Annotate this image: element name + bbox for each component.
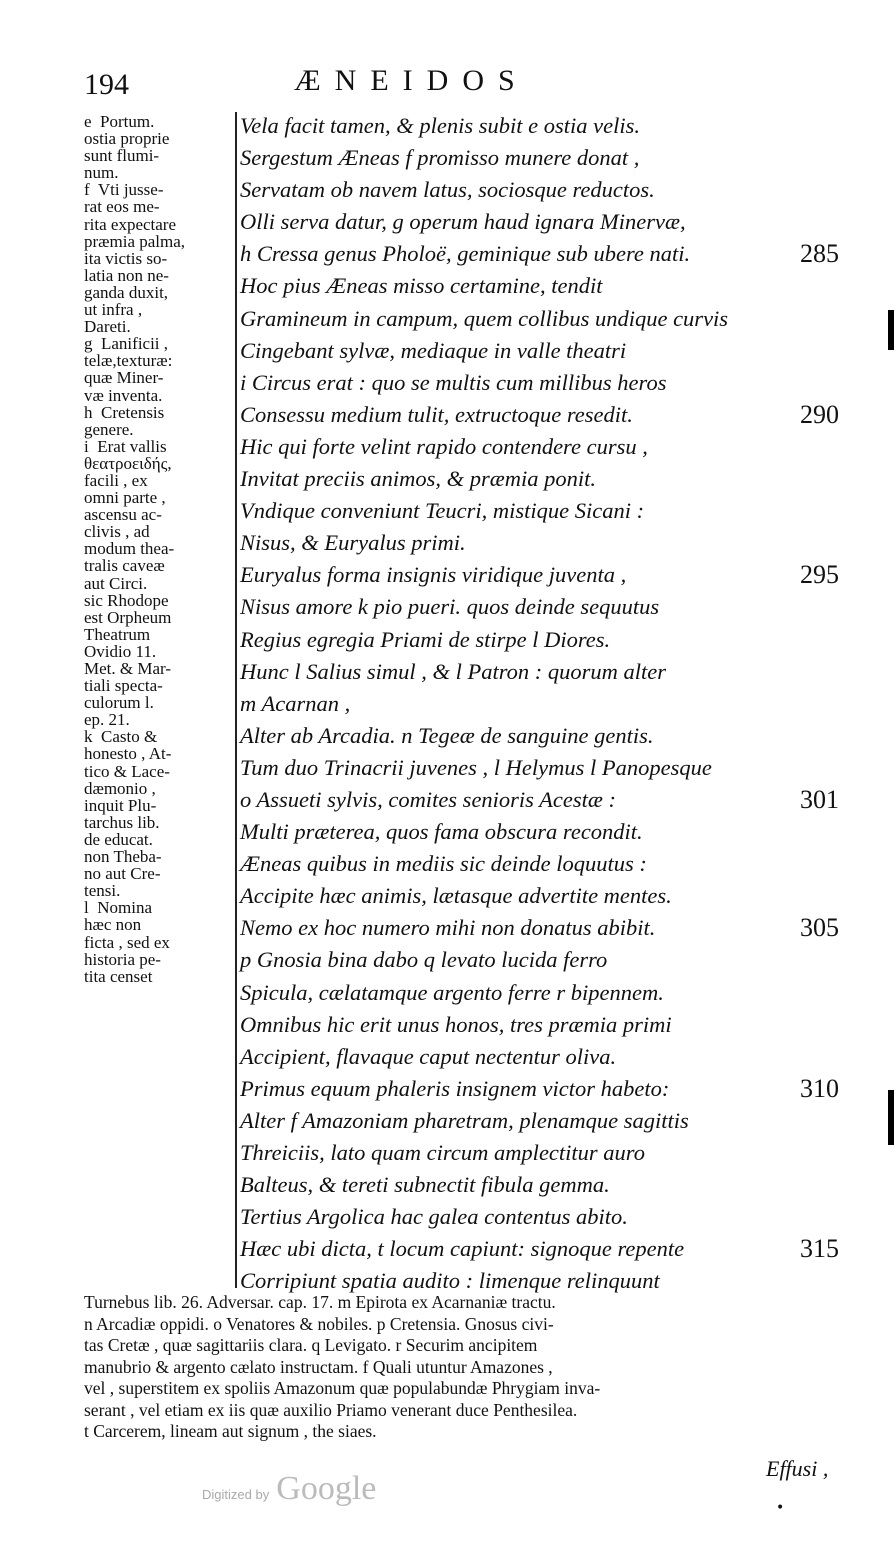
- marginal-note-line: non Theba-: [84, 847, 162, 867]
- line-number: 305: [800, 913, 839, 943]
- verse-text: Nisus amore k pio pueri. quos deinde sequutus: [240, 594, 660, 620]
- scan-edge-mark: [888, 310, 894, 350]
- signature-mark: •: [776, 1500, 785, 1516]
- verse-text: Regius egregia Priami de stirpe l Diores.: [240, 626, 611, 652]
- verse-line: [240, 335, 860, 367]
- marginal-note-line: hæc non: [84, 915, 142, 935]
- verse-line: [240, 752, 860, 784]
- verse-text: Euryalus forma insignis viridique juventa ,: [240, 562, 627, 588]
- marginal-note-line: g Lanificii ,: [84, 334, 169, 354]
- marginal-note-line: e Portum.: [84, 112, 155, 131]
- verse-line: [240, 591, 860, 623]
- verse-text: i Circus erat : quo se multis cum millibus heros: [240, 369, 667, 395]
- verse-line: [240, 816, 860, 848]
- verse-text: h Cressa genus Pholoë, geminique sub ubere nati.: [240, 241, 691, 267]
- verse-text: m Acarnan ,: [240, 690, 351, 716]
- footnotes: [84, 1292, 854, 1443]
- marginal-note-line: de educat.: [84, 829, 153, 849]
- marginal-note-line: telæ,texturæ:: [84, 351, 173, 371]
- verse-line: [240, 142, 860, 174]
- verse-text: Consessu medium tulit, extructoque resedit.: [240, 401, 633, 427]
- marginal-note-line: aut Circi.: [84, 573, 148, 593]
- verse-line: [240, 1169, 860, 1201]
- marginal-note-line: sunt flumi-: [84, 146, 160, 166]
- marginal-note-line: rita expectare: [84, 214, 177, 234]
- verse-line: [240, 848, 860, 880]
- marginal-note-line: ascensu ac-: [84, 505, 162, 525]
- verse-text: Æneas quibus in mediis sic deinde loquutus :: [240, 851, 647, 877]
- marginal-note-line: ut infra ,: [84, 300, 143, 320]
- digitized-watermark: [202, 1470, 376, 1508]
- marginal-note-line: ita victis so-: [84, 248, 168, 268]
- verse-text: Omnibus hic erit unus honos, tres præmia primi: [240, 1011, 672, 1037]
- verse-line: [240, 1233, 860, 1265]
- marginal-note-line: modum thea-: [84, 539, 175, 559]
- footnote-line: vel , superstitem ex spoliis Amazonum quæ populabundæ Phrygiam inva-: [84, 1378, 601, 1398]
- verse-line: [240, 656, 860, 688]
- marginal-note-line: k Casto &: [84, 727, 158, 747]
- verse-line: [240, 431, 860, 463]
- verse-text: Sergestum Æneas f promisso munere donat ,: [240, 145, 640, 171]
- catchword: Effusi ,: [766, 1456, 829, 1481]
- marginal-note-line: quæ Miner-: [84, 368, 164, 388]
- verse-text: Vela facit tamen, & plenis subit e ostia velis.: [240, 113, 640, 138]
- marginal-note-line: ganda duxit,: [84, 282, 169, 302]
- marginal-note-line: tita censet: [84, 966, 153, 986]
- scan-edge-mark: [888, 1090, 894, 1145]
- marginal-note-line: l Nomina: [84, 898, 152, 918]
- verse-line: [240, 784, 860, 816]
- marginal-notes: [84, 113, 234, 985]
- verse-line: [240, 174, 860, 206]
- verse-text: Alter ab Arcadia. n Tegeæ de sanguine gentis.: [240, 722, 654, 748]
- marginal-note-line: præmia palma,: [84, 231, 186, 251]
- marginal-note-line: i Erat vallis: [84, 436, 167, 456]
- verse-text: Balteus, & tereti subnectit fibula gemma.: [240, 1172, 610, 1198]
- verse-line: [240, 270, 860, 302]
- footnote-line: tas Cretæ , quæ sagittariis clara. q Levigato. r Securim ancipitem: [84, 1335, 538, 1355]
- verse-line: [240, 912, 860, 944]
- verse-text: Hæc ubi dicta, t locum capiunt: signoque repente: [240, 1236, 685, 1262]
- marginal-note-line: θεατροειδής,: [84, 453, 172, 473]
- verse-text: Hunc l Salius simul , & l Patron : quorum alter: [240, 658, 667, 684]
- marginal-note-line: culorum l.: [84, 693, 154, 713]
- marginal-note-line: tralis caveæ: [84, 556, 165, 576]
- verse-line: [240, 399, 860, 431]
- page-header: [84, 64, 664, 110]
- verse-line: [240, 1009, 860, 1041]
- watermark-prefix: Digitized by: [202, 1487, 270, 1502]
- marginal-note-line: f Vti jusse-: [84, 180, 164, 200]
- verse-text: Hic qui forte velint rapido contendere cursu ,: [240, 433, 648, 459]
- marginal-note-line: ficta , sed ex: [84, 932, 170, 952]
- verse-text: Cingebant sylvæ, mediaque in valle theatri: [240, 337, 627, 363]
- google-logo: Google: [276, 1470, 377, 1507]
- verse-line: [240, 688, 860, 720]
- verse-text: Alter f Amazoniam pharetram, plenamque sagittis: [240, 1107, 689, 1133]
- column-rule: [235, 112, 237, 1288]
- verse-text: Olli serva datur, g operum haud ignara Minervæ,: [240, 209, 686, 235]
- marginal-note-line: num.: [84, 163, 119, 183]
- marginal-note-line: facili , ex: [84, 470, 148, 490]
- verse-line: [240, 238, 860, 270]
- line-number: 315: [800, 1234, 839, 1264]
- verse-line: [240, 1041, 860, 1073]
- line-number: 295: [800, 560, 839, 590]
- marginal-note-line: ep. 21.: [84, 710, 130, 730]
- verse-text: Multi præterea, quos fama obscura recondit.: [240, 819, 643, 845]
- marginal-note-line: omni parte ,: [84, 488, 166, 508]
- marginal-note-line: honesto , At-: [84, 744, 172, 764]
- marginal-note-line: dæmonio ,: [84, 778, 156, 798]
- verse-line: [240, 944, 860, 976]
- running-title: ÆNEIDOS: [294, 64, 529, 97]
- verse-text: Threiciis, lato quam circum amplectitur auro: [240, 1140, 645, 1165]
- marginal-note-line: væ inventa.: [84, 385, 163, 405]
- verse-line: [240, 720, 860, 752]
- footnote-line: t Carcerem, lineam aut signum , the siaes.: [84, 1421, 377, 1441]
- marginal-note-line: tico & Lace-: [84, 761, 170, 781]
- verse-text: Gramineum in campum, quem collibus undique curvis: [240, 305, 729, 331]
- verse-line: [240, 1105, 860, 1137]
- verse-line: [240, 880, 860, 912]
- verse-text: Nemo ex hoc numero mihi non donatus abibit.: [240, 915, 656, 941]
- verse-line: [240, 495, 860, 527]
- footnote-line: manubrio & argento cælato instructam. f Quali utuntur Amazones ,: [84, 1356, 553, 1377]
- footnote-line: serant , vel etiam ex iis quæ auxilio Priamo venerant duce Penthesilea.: [84, 1399, 578, 1420]
- verse-text: Tum duo Trinacrii juvenes , l Helymus l Panopesque: [240, 754, 712, 780]
- verse-line: [240, 1201, 860, 1233]
- line-number: 310: [800, 1073, 839, 1103]
- verse-line: [240, 463, 860, 495]
- marginal-note-line: genere.: [84, 419, 134, 439]
- line-number: 290: [800, 399, 839, 429]
- verse-line: [240, 624, 860, 656]
- verse-line: [240, 977, 860, 1009]
- page-number: 194: [84, 68, 129, 101]
- marginal-note-line: sic Rhodope: [84, 590, 169, 610]
- verse-line: [240, 206, 860, 238]
- marginal-note-line: h Cretensis: [84, 402, 165, 422]
- verse-text: Accipite hæc animis, lætasque advertite mentes.: [240, 883, 672, 909]
- verse-line: [240, 110, 860, 142]
- marginal-note-line: tensi.: [84, 881, 121, 901]
- verse-text: o Assueti sylvis, comites senioris Acestæ :: [240, 786, 617, 812]
- verse-text: Corripiunt spatia audito : limenque relinquunt: [240, 1268, 660, 1294]
- verse-line: [240, 1137, 860, 1169]
- verse-line: [240, 527, 860, 559]
- marginal-note-line: tarchus lib.: [84, 812, 160, 832]
- verse-line: [240, 559, 860, 591]
- marginal-note-line: Ovidio 11.: [84, 641, 157, 661]
- line-number: 285: [800, 239, 839, 269]
- verse-line: [240, 367, 860, 399]
- verse-text: Hoc pius Æneas misso certamine, tendit: [240, 273, 603, 299]
- marginal-note-line: Dareti.: [84, 317, 131, 337]
- marginal-note-line: tiali specta-: [84, 676, 163, 696]
- verse-line: [240, 1073, 860, 1105]
- marginal-note-line: Met. & Mar-: [84, 659, 172, 678]
- verse-text: Tertius Argolica hac galea contentus abito.: [240, 1204, 628, 1230]
- footnote-line: Turnebus lib. 26. Adversar. cap. 17. m Epirota ex Acarnaniæ tractu.: [84, 1292, 556, 1312]
- marginal-note-line: no aut Cre-: [84, 864, 161, 884]
- marginal-note-line: est Orpheum: [84, 607, 172, 627]
- verse-text: Spicula, cælatamque argento ferre r bipennem.: [240, 979, 664, 1005]
- marginal-note-line: rat eos me-: [84, 197, 160, 217]
- footnote-line: n Arcadiæ oppidi. o Venatores & nobiles. p Cretensia. Gnosus civi-: [84, 1313, 554, 1334]
- verse-column: [240, 110, 860, 1297]
- verse-text: Vndique conveniunt Teucri, mistique Sicani :: [240, 498, 645, 524]
- line-number: 301: [800, 784, 839, 814]
- verse-text: Nisus, & Euryalus primi.: [240, 530, 466, 556]
- verse-text: Primus equum phaleris insignem victor habeto:: [240, 1075, 670, 1101]
- marginal-note-line: clivis , ad: [84, 522, 150, 542]
- marginal-note-line: latia non ne-: [84, 265, 169, 285]
- marginal-note-line: ostia proprie: [84, 129, 170, 149]
- marginal-note-line: historia pe-: [84, 949, 161, 969]
- verse-text: Accipient, flavaque caput nectentur oliva.: [240, 1043, 617, 1069]
- verse-text: Invitat preciis animos, & præmia ponit.: [240, 466, 597, 492]
- marginal-note-line: Theatrum: [84, 624, 151, 644]
- verse-line: [240, 303, 860, 335]
- verse-text: Servatam ob navem latus, sociosque reductos.: [240, 177, 655, 203]
- marginal-note-line: inquit Plu-: [84, 795, 157, 815]
- verse-text: p Gnosia bina dabo q levato lucida ferro: [240, 947, 608, 973]
